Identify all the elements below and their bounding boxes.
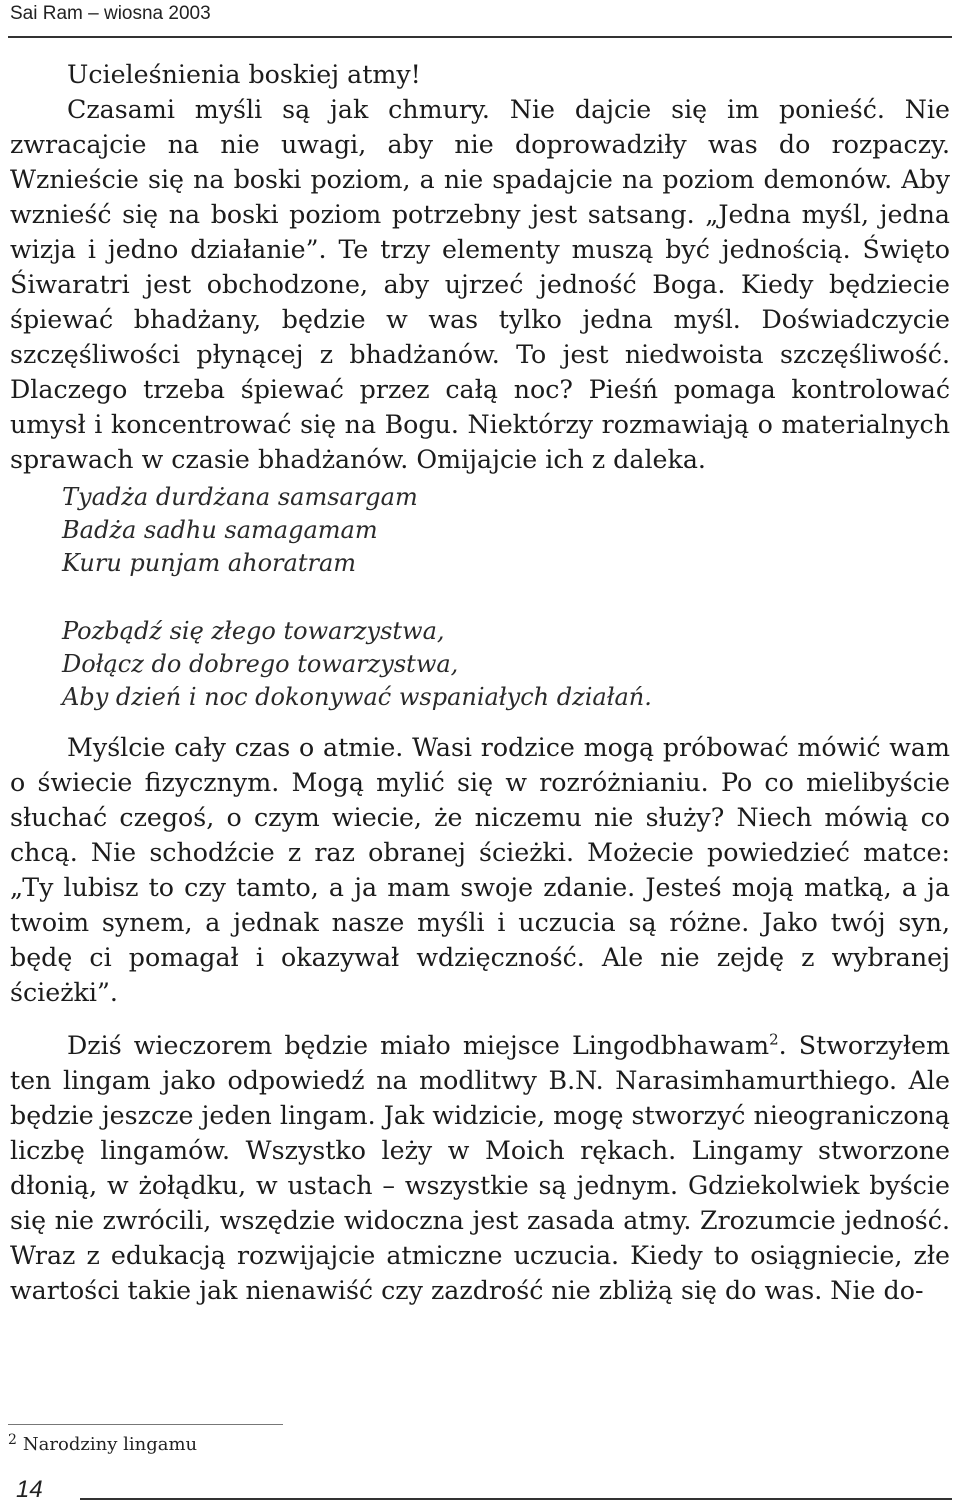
verse-line: Kuru punjam ahoratram bbox=[62, 549, 357, 577]
footnote-reference[interactable]: 2 bbox=[769, 1030, 779, 1049]
paragraph-3-text-a: Dziś wieczorem będzie miało miejsce Lingodbhawam bbox=[67, 1031, 770, 1060]
footnote-rule bbox=[8, 1424, 283, 1425]
page-number: 14 bbox=[16, 1476, 43, 1503]
verse-spacer bbox=[10, 580, 950, 615]
paragraph-1: Czasami myśli są jak chmury. Nie dajcie się im ponieść. Nie zwracajcie na nie uwagi, aby nie doprowadziły was do rozpaczy. Wznieście się na boski poziom, a nie spadajcie na poziom demonów. Aby wznieść się na boski poziom potrzebny jest satsang. „Jedna myśl, jedna wizja i jedno działanie”. Te trzy elementy muszą być jednością. Święto Śiwaratri jest obchodzone, aby ujrzeć jedność Boga. Kiedy będziecie śpiewać bhadżany, będzie w was tylko jedna myśl. Doświadczycie szczęśliwości płynącej z bhadżanów. To jest niedwoista szczęśliwość. Dlaczego trzeba śpiewać przez całą noc? Pieśń pomaga kontrolować umysł i koncentrować się na Bogu. Niektórzy rozmawiają o materialnych sprawach w czasie bhadżanów. Omijajcie ich z daleka. bbox=[10, 95, 950, 474]
footnote-number: 2 bbox=[8, 1432, 17, 1448]
verse-sanskrit bbox=[62, 481, 950, 580]
verse-line: Badża sadhu samagamam bbox=[62, 516, 378, 544]
paragraph-3-text-b: . Stworzyłem ten lingam jako odpowiedź na modlitwy B.N. Narasimhamurthiego. Ale będzie jeszcze jeden lingam. Jak widzicie, mogę stworzyć nieograniczoną liczbę lingamów. Wszystko leży w Moich rękach. Lingamy stworzone dłonią, w żołądku, w ustach – wszystkie są jednym. Gdziekolwiek byście się nie zwrócili, wszędzie widoczna jest zasada atmy. Zrozumcie jedność. Wraz z edukacją rozwijajcie atmiczne uczucia. Kiedy to osiągniecie, złe wartości takie jak nienawiść czy zazdrość nie zbliżą się do was. Nie do- bbox=[10, 1031, 950, 1305]
paragraph-2: Myślcie cały czas o atmie. Wasi rodzice mogą próbować mówić wam o świecie fizycznym. Mogą mylić się w rozróżnianiu. Po co mielibyście słuchać czegoś, o czym wiecie, że niczemu nie służy? Niech mówią co chcą. Nie schodźcie z raz obranej ścieżki. Możecie powiedzieć matce: „Ty lubisz to czy tamto, a ja mam swoje zdanie. Jesteś moją matką, a ja twoim synem, a jednak nasze myśli i uczucia są różne. Jako twój syn, będę ci pomagał i okazywał wdzięczność. Ale nie zejdę z wybranej ścieżki”. bbox=[10, 733, 950, 1007]
running-header bbox=[8, 0, 952, 40]
verse-translation bbox=[62, 615, 950, 714]
page-footer bbox=[8, 1476, 952, 1504]
footnote-text bbox=[8, 1432, 197, 1455]
paragraph-3 bbox=[10, 1028, 950, 1308]
footer-rule bbox=[80, 1498, 952, 1500]
verse-line: Aby dzień i noc dokonywać wspaniałych działań. bbox=[62, 683, 652, 711]
page-content bbox=[10, 57, 950, 1308]
verse-line: Pozbądź się złego towarzystwa, bbox=[62, 617, 445, 645]
paragraph-salutation: Ucieleśnienia boskiej atmy! bbox=[67, 60, 421, 89]
verse-line: Dołącz do dobrego towarzystwa, bbox=[62, 650, 459, 678]
footnote-content: Narodziny lingamu bbox=[22, 1434, 198, 1455]
header-rule bbox=[8, 36, 952, 38]
header-title: Sai Ram – wiosna 2003 bbox=[10, 3, 211, 24]
verse-line: Tyadża durdżana samsargam bbox=[62, 483, 418, 511]
